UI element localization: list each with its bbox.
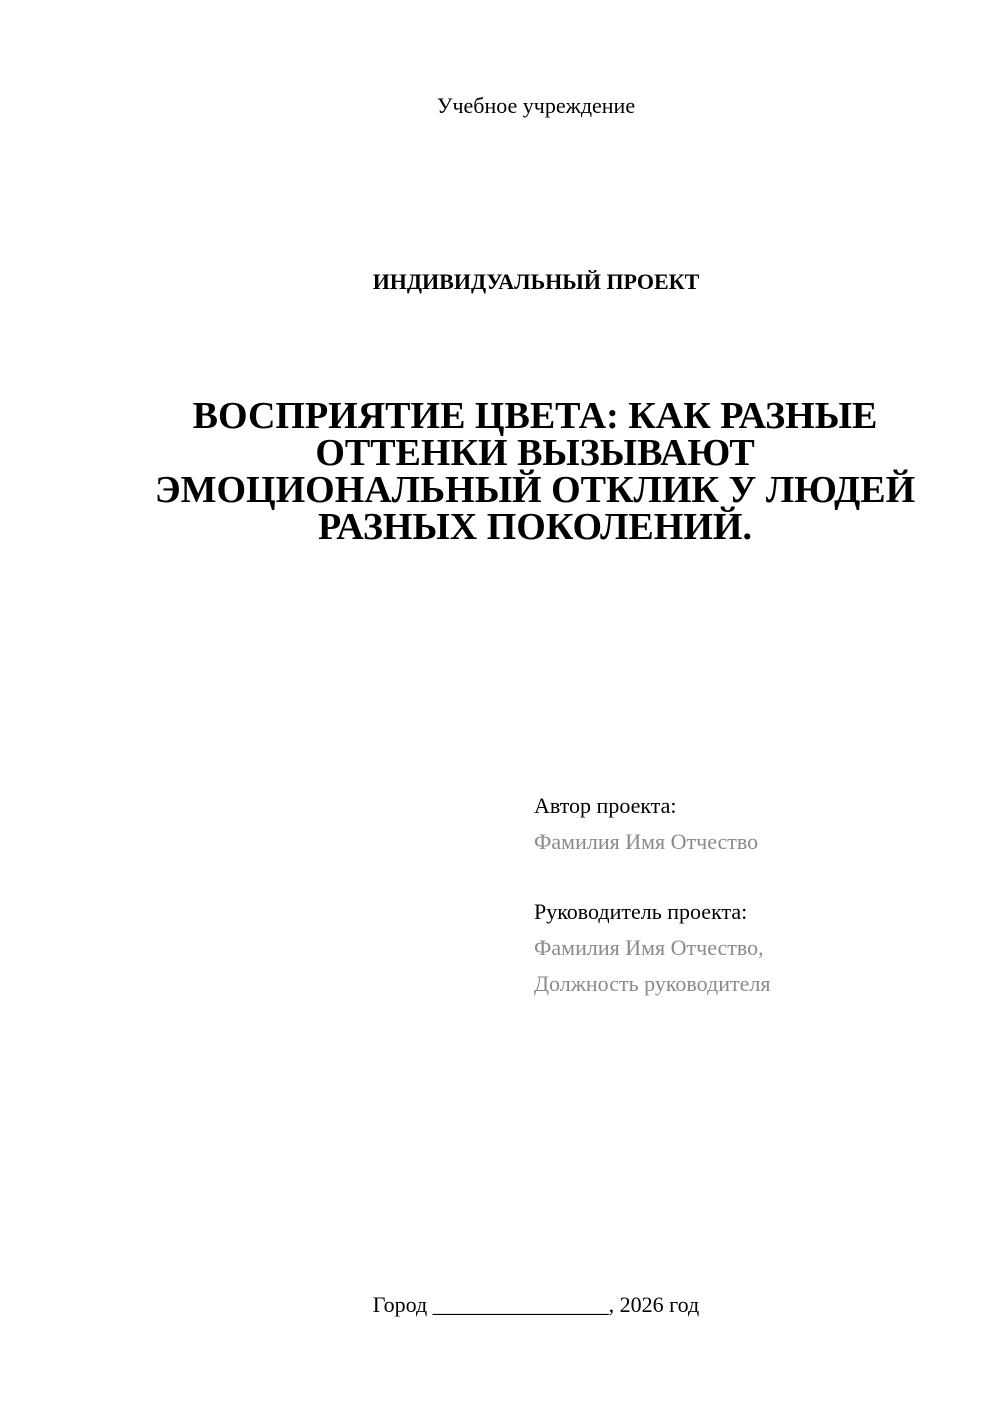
credits-block [534,788,974,1002]
document-type: ИНДИВИДУАЛЬНЫЙ ПРОЕКТ [372,269,700,294]
author-name-placeholder: Фамилия Имя Отчество [534,829,759,854]
project-title-line: ЭМОЦИОНАЛЬНЫЙ ОТКЛИК У ЛЮДЕЙ [154,469,916,511]
author-label: Автор проекта: [534,793,677,818]
project-title-line: ВОСПРИЯТИЕ ЦВЕТА: КАК РАЗНЫЕ [192,395,878,437]
project-title [150,395,920,548]
project-title-line: РАЗНЫХ ПОКОЛЕНИЙ. [318,506,752,548]
institution-name: Учебное учреждение [436,93,636,118]
city-year-line: Город ________________, 2026 год [372,1292,700,1317]
supervisor-label: Руководитель проекта: [534,899,748,924]
spacer [534,860,974,894]
supervisor-name-placeholder: Фамилия Имя Отчество, [534,935,764,960]
project-title-line: ОТТЕНКИ ВЫЗЫВАЮТ [315,432,755,474]
supervisor-position-placeholder: Должность руководителя [534,971,771,996]
